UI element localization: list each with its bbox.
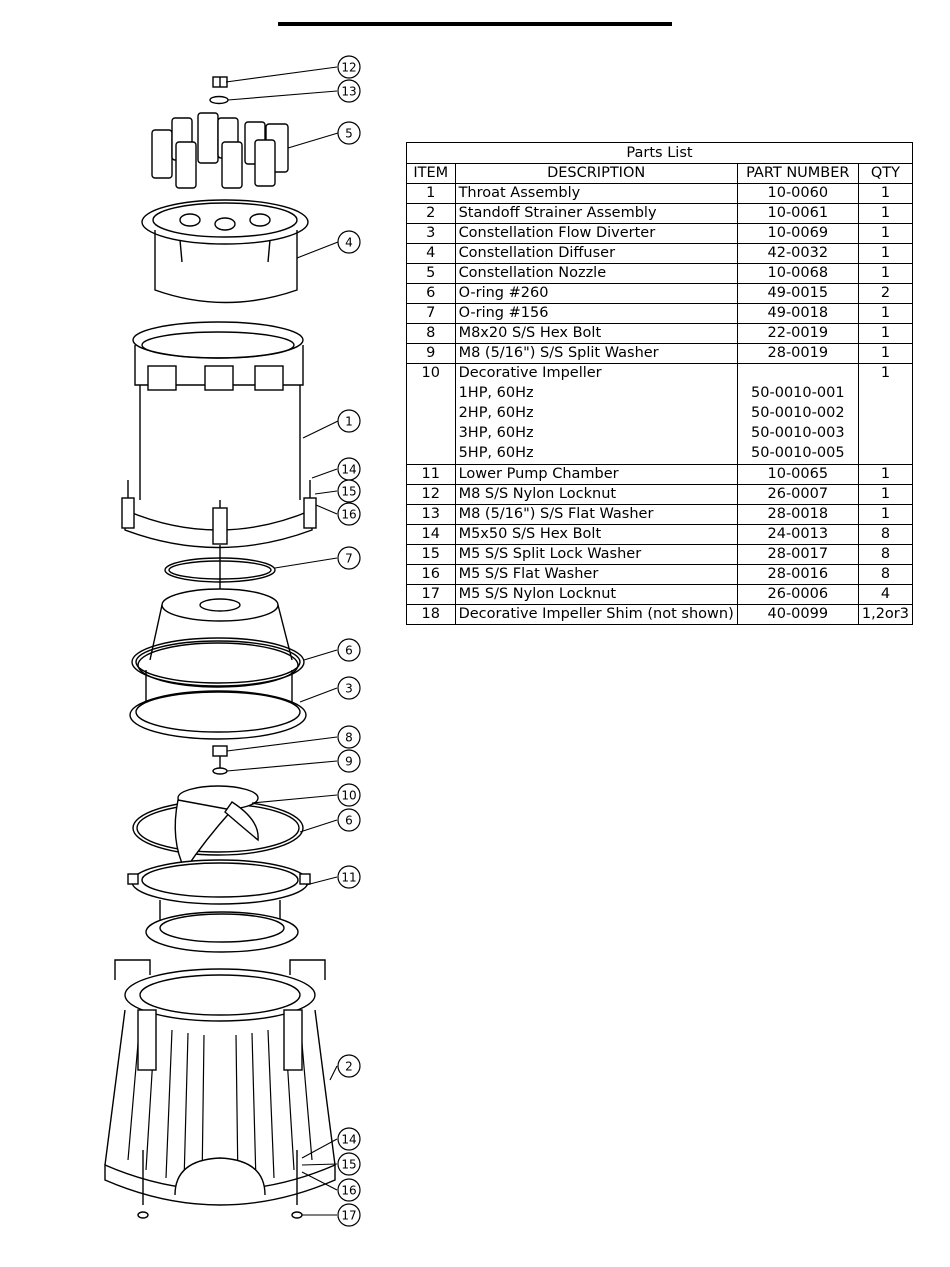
table-row	[407, 485, 913, 505]
header-qty: QTY	[858, 164, 912, 184]
description-cell: Lower Pump Chamber	[455, 465, 737, 485]
description-cell: M5x50 S/S Hex Bolt	[455, 525, 737, 545]
parts-list-body	[407, 184, 913, 625]
callout-number: 6	[345, 643, 353, 658]
callout-balloon	[338, 726, 360, 748]
variant-description: 2HP, 60Hz	[458, 405, 534, 421]
header-part-number: PART NUMBER	[737, 164, 858, 184]
description-cell: M8 (5/16") S/S Flat Washer	[455, 505, 737, 525]
callout-balloon	[338, 639, 360, 661]
qty-cell: 8	[858, 525, 912, 545]
description-cell: M8 S/S Nylon Locknut	[455, 485, 737, 505]
table-row	[407, 465, 913, 485]
callout-balloon	[338, 1204, 360, 1226]
table-row	[407, 364, 913, 465]
item-cell: 8	[407, 324, 456, 344]
table-row	[407, 505, 913, 525]
variant-description: 3HP, 60Hz	[458, 425, 534, 441]
item-cell: 6	[407, 284, 456, 304]
part-number-cell: 40-0099	[737, 605, 858, 625]
item-cell: 7	[407, 304, 456, 324]
item-cell: 3	[407, 224, 456, 244]
qty-cell: 1	[858, 364, 912, 465]
part-number-cell: 10-0069	[737, 224, 858, 244]
table-row	[407, 525, 913, 545]
callout-number: 16	[341, 507, 357, 522]
callout-balloon	[338, 503, 360, 525]
description-cell: Throat Assembly	[455, 184, 737, 204]
variant-part-number: 50-0010-005	[751, 445, 845, 461]
variant-description: 1HP, 60Hz	[458, 385, 534, 401]
parts-list-table	[406, 142, 913, 625]
qty-cell: 1	[858, 264, 912, 284]
item-cell: 15	[407, 545, 456, 565]
callout-balloon	[338, 547, 360, 569]
item-cell: 5	[407, 264, 456, 284]
variant-description: 5HP, 60Hz	[458, 445, 534, 461]
part-number-cell: 49-0018	[737, 304, 858, 324]
table-row	[407, 204, 913, 224]
header-item: ITEM	[407, 164, 456, 184]
part-number-cell: 28-0016	[737, 565, 858, 585]
callout-number: 12	[341, 60, 357, 75]
callout-number: 10	[341, 788, 357, 803]
part-number-cell: 10-0065	[737, 465, 858, 485]
part-number-cell: 10-0068	[737, 264, 858, 284]
description-cell: M5 S/S Split Lock Washer	[455, 545, 737, 565]
description-cell: O-ring #156	[455, 304, 737, 324]
description-cell: M5 S/S Flat Washer	[455, 565, 737, 585]
description-cell: Standoff Strainer Assembly	[455, 204, 737, 224]
callout-number: 9	[345, 754, 353, 769]
item-cell: 18	[407, 605, 456, 625]
qty-cell: 1	[858, 304, 912, 324]
item-cell: 10	[407, 364, 456, 465]
callout-balloon	[338, 1128, 360, 1150]
callout-number: 15	[341, 484, 357, 499]
table-row	[407, 324, 913, 344]
table-row	[407, 264, 913, 284]
qty-cell: 1	[858, 324, 912, 344]
qty-cell: 4	[858, 585, 912, 605]
item-cell: 12	[407, 485, 456, 505]
part-number-cell: 28-0019	[737, 344, 858, 364]
description-line: Decorative Impeller	[458, 365, 602, 381]
part-number-cell: 49-0015	[737, 284, 858, 304]
qty-cell: 1	[858, 204, 912, 224]
part-number-cell: 24-0013	[737, 525, 858, 545]
callout-balloon	[338, 122, 360, 144]
callout-number: 5	[345, 126, 353, 141]
qty-cell: 2	[858, 284, 912, 304]
callout-number: 4	[345, 235, 353, 250]
description-cell: Constellation Diffuser	[455, 244, 737, 264]
callout-balloon	[338, 1153, 360, 1175]
part-number-cell	[737, 364, 858, 465]
part-number-cell: 26-0007	[737, 485, 858, 505]
item-cell: 11	[407, 465, 456, 485]
table-row	[407, 184, 913, 204]
callout-balloon	[338, 809, 360, 831]
description-cell: Constellation Nozzle	[455, 264, 737, 284]
callout-balloon	[338, 1055, 360, 1077]
part-number-cell: 28-0018	[737, 505, 858, 525]
item-cell: 4	[407, 244, 456, 264]
description-cell: M5 S/S Nylon Locknut	[455, 585, 737, 605]
parts-list-caption: Parts List	[407, 143, 913, 164]
table-row	[407, 565, 913, 585]
item-cell: 9	[407, 344, 456, 364]
callout-number: 8	[345, 730, 353, 745]
callout-number: 11	[341, 870, 357, 885]
table-row	[407, 344, 913, 364]
qty-cell: 8	[858, 545, 912, 565]
header-description: DESCRIPTION	[455, 164, 737, 184]
callout-number: 14	[341, 1132, 357, 1147]
description-cell: Decorative Impeller Shim (not shown)	[455, 605, 737, 625]
callout-number: 7	[345, 551, 353, 566]
callout-balloon	[338, 56, 360, 78]
callout-number: 16	[341, 1183, 357, 1198]
callout-balloon	[338, 1179, 360, 1201]
part-number-cell: 42-0032	[737, 244, 858, 264]
qty-cell: 1	[858, 224, 912, 244]
callout-balloon	[338, 784, 360, 806]
table-row	[407, 585, 913, 605]
qty-cell: 1	[858, 505, 912, 525]
callout-number: 13	[341, 84, 357, 99]
qty-cell: 1	[858, 344, 912, 364]
qty-cell: 1	[858, 184, 912, 204]
table-row	[407, 284, 913, 304]
callout-balloon	[338, 410, 360, 432]
callout-number: 14	[341, 462, 357, 477]
callout-balloon	[338, 480, 360, 502]
item-cell: 2	[407, 204, 456, 224]
callout-balloon	[338, 231, 360, 253]
qty-cell: 1	[858, 465, 912, 485]
qty-cell: 1	[858, 485, 912, 505]
table-row	[407, 304, 913, 324]
part-number-cell: 10-0061	[737, 204, 858, 224]
part-number-cell: 22-0019	[737, 324, 858, 344]
callout-number: 15	[341, 1157, 357, 1172]
callout-balloon	[338, 866, 360, 888]
description-cell	[455, 364, 737, 465]
variant-part-number: 50-0010-003	[751, 425, 845, 441]
qty-cell: 1	[858, 244, 912, 264]
callout-number: 17	[341, 1208, 357, 1223]
qty-cell: 8	[858, 565, 912, 585]
callout-number: 3	[345, 681, 353, 696]
item-cell: 17	[407, 585, 456, 605]
description-cell: M8 (5/16") S/S Split Washer	[455, 344, 737, 364]
item-cell: 14	[407, 525, 456, 545]
table-row	[407, 224, 913, 244]
item-cell: 16	[407, 565, 456, 585]
table-row	[407, 545, 913, 565]
callout-number: 1	[345, 414, 353, 429]
table-row	[407, 605, 913, 625]
variant-part-number: 50-0010-001	[751, 385, 845, 401]
part-number-cell: 26-0006	[737, 585, 858, 605]
callout-balloon	[338, 750, 360, 772]
table-row	[407, 244, 913, 264]
part-number-cell: 28-0017	[737, 545, 858, 565]
callout-balloon	[338, 677, 360, 699]
part-number-line	[741, 364, 855, 384]
callout-number: 6	[345, 813, 353, 828]
description-cell: M8x20 S/S Hex Bolt	[455, 324, 737, 344]
description-cell: O-ring #260	[455, 284, 737, 304]
description-cell: Constellation Flow Diverter	[455, 224, 737, 244]
item-cell: 13	[407, 505, 456, 525]
variant-part-number: 50-0010-002	[751, 405, 845, 421]
callout-balloon	[338, 458, 360, 480]
part-number-cell: 10-0060	[737, 184, 858, 204]
callout-balloon	[338, 80, 360, 102]
item-cell: 1	[407, 184, 456, 204]
qty-cell: 1,2or3	[858, 605, 912, 625]
callout-number: 2	[345, 1059, 353, 1074]
